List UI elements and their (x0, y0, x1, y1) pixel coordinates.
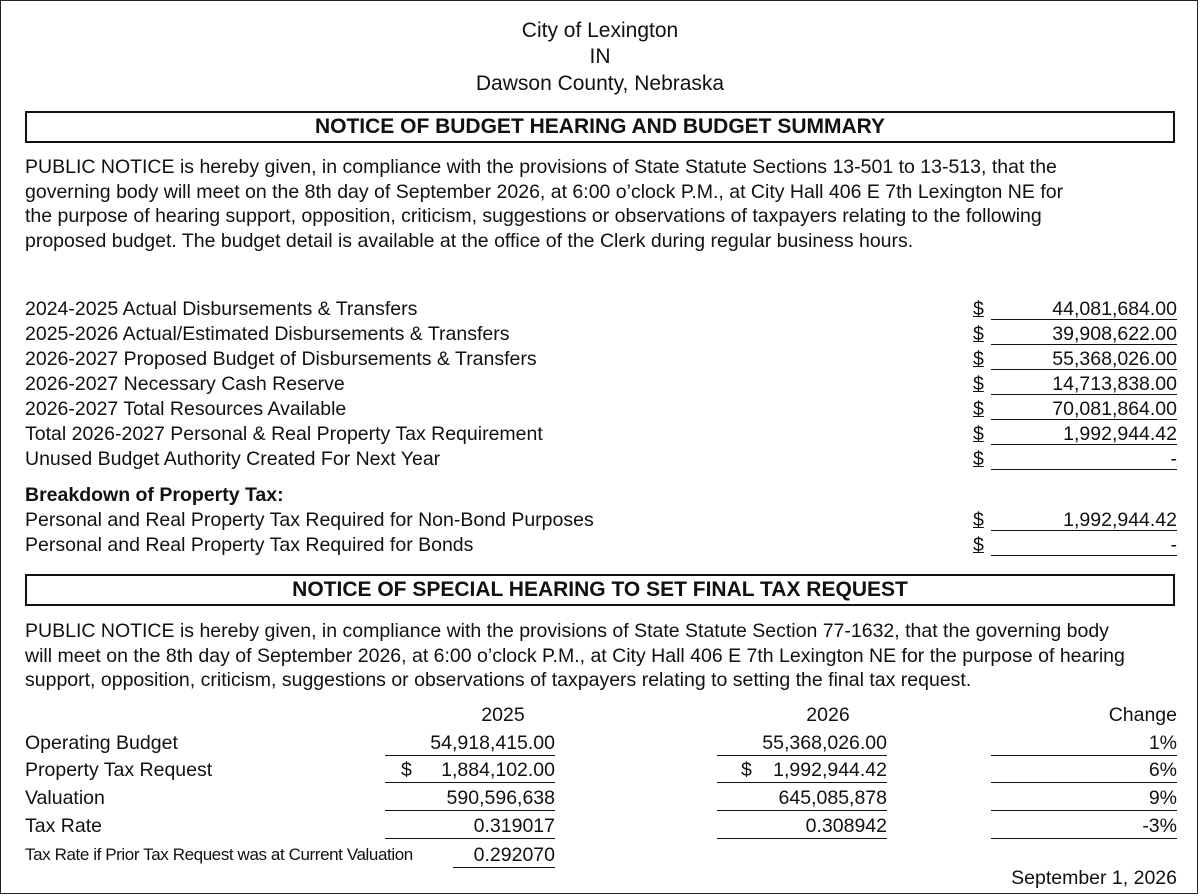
notice-line: will meet on the 8th day of September 2026, at 6:00 o’clock P.M., at City Hall 406 E 7th Lexington NE for the purpose of hearing (25, 644, 1125, 667)
currency-symbol: $ (973, 534, 984, 556)
breakdown-row-amount: - (991, 533, 1177, 556)
currency-symbol: $ (973, 423, 984, 445)
notice-line: support, opposition, criticism, suggestions or observations of taxpayers relating to setting the final tax request. (25, 669, 972, 691)
table-row-label: Operating Budget (25, 732, 178, 754)
cell-2026: 0.308942 (717, 814, 887, 839)
budget-hearing-title: NOTICE OF BUDGET HEARING AND BUDGET SUMMARY (25, 111, 1175, 143)
summary-row-amount: 1,992,944.42 (991, 422, 1177, 445)
summary-row-amount: 70,081,864.00 (991, 397, 1177, 420)
cell-value: 1,884,102.00 (441, 759, 555, 781)
notice-date: September 1, 2026 (1011, 867, 1177, 889)
cell-2025: 54,918,415.00 (385, 731, 555, 756)
table-row-label: Property Tax Request (25, 759, 213, 781)
notice-line: PUBLIC NOTICE is hereby given, in compliance with the provisions of State Statute Section 77-1632, that the governing body (25, 620, 1109, 642)
column-header-change: Change (1108, 704, 1177, 726)
currency-symbol: $ (401, 759, 412, 781)
summary-row-label: 2026-2027 Proposed Budget of Disbursements & Transfers (25, 348, 537, 370)
cell-value: 1,992,944.42 (773, 759, 887, 781)
budget-hearing-notice (25, 155, 1175, 253)
summary-row-amount: 55,368,026.00 (991, 347, 1177, 370)
breakdown-row-amount: 1,992,944.42 (991, 508, 1177, 531)
summary-row-amount: 44,081,684.00 (991, 297, 1177, 320)
prior-rate-value: 0.292070 (453, 843, 555, 868)
summary-row-label: 2026-2027 Necessary Cash Reserve (25, 373, 345, 395)
notice-line: the purpose of hearing support, opposition, criticism, suggestions or observations of taxpayers relating to the following (25, 205, 1042, 227)
notice-line: proposed budget. The budget detail is available at the office of the Clerk during regular business hours. (25, 229, 914, 252)
summary-row-amount: 39,908,622.00 (991, 322, 1177, 345)
notice-line: governing body will meet on the 8th day of September 2026, at 6:00 o’clock P.M., at City Hall 406 E 7th Lexington NE for (25, 180, 1064, 203)
cell-change: 9% (991, 786, 1177, 811)
cell-change: 6% (991, 758, 1177, 783)
state-abbrev: IN (589, 45, 611, 68)
special-hearing-title: NOTICE OF SPECIAL HEARING TO SET FINAL TAX REQUEST (25, 574, 1175, 606)
column-header-2026: 2026 (806, 704, 850, 726)
summary-row-label: 2026-2027 Total Resources Available (25, 398, 347, 420)
currency-symbol: $ (973, 348, 984, 370)
cell-2026: 55,368,026.00 (717, 731, 887, 756)
breakdown-row-label: Personal and Real Property Tax Required for Bonds (25, 534, 474, 556)
currency-symbol: $ (741, 759, 752, 781)
currency-symbol: $ (973, 448, 984, 470)
cell-change: -3% (991, 814, 1177, 839)
summary-row-label: 2025-2026 Actual/Estimated Disbursements & Transfers (25, 323, 510, 345)
breakdown-row-label: Personal and Real Property Tax Required for Non-Bond Purposes (25, 509, 594, 531)
table-row-label: Tax Rate (25, 815, 102, 837)
currency-symbol: $ (973, 373, 984, 395)
table-row-label: Valuation (25, 787, 105, 809)
cell-2026 (717, 758, 887, 783)
cell-2025: 590,596,638 (385, 786, 555, 811)
cell-2025: 0.319017 (385, 814, 555, 839)
currency-symbol: $ (973, 398, 984, 420)
summary-row-amount: 14,713,838.00 (991, 372, 1177, 395)
cell-2026: 645,085,878 (717, 786, 887, 811)
cell-2025 (385, 758, 555, 783)
currency-symbol: $ (973, 509, 984, 531)
summary-row-label: Total 2026-2027 Personal & Real Property Tax Requirement (25, 423, 543, 445)
column-header-2025: 2025 (481, 704, 525, 726)
summary-row-amount: - (991, 447, 1177, 470)
breakdown-title: Breakdown of Property Tax: (25, 484, 284, 506)
prior-rate-label: Tax Rate if Prior Tax Request was at Current Valuation (25, 845, 413, 864)
cell-change: 1% (991, 731, 1177, 756)
city-name: City of Lexington (521, 19, 679, 42)
county-name: Dawson County, Nebraska (475, 72, 725, 95)
currency-symbol: $ (973, 298, 984, 320)
notice-line: PUBLIC NOTICE is hereby given, in compliance with the provisions of State Statute Sections 13-501 to 13-513, that the (25, 156, 1057, 178)
special-hearing-notice (25, 619, 1175, 693)
currency-symbol: $ (973, 323, 984, 345)
summary-row-label: 2024-2025 Actual Disbursements & Transfers (25, 298, 418, 320)
summary-row-label: Unused Budget Authority Created For Next Year (25, 448, 441, 470)
